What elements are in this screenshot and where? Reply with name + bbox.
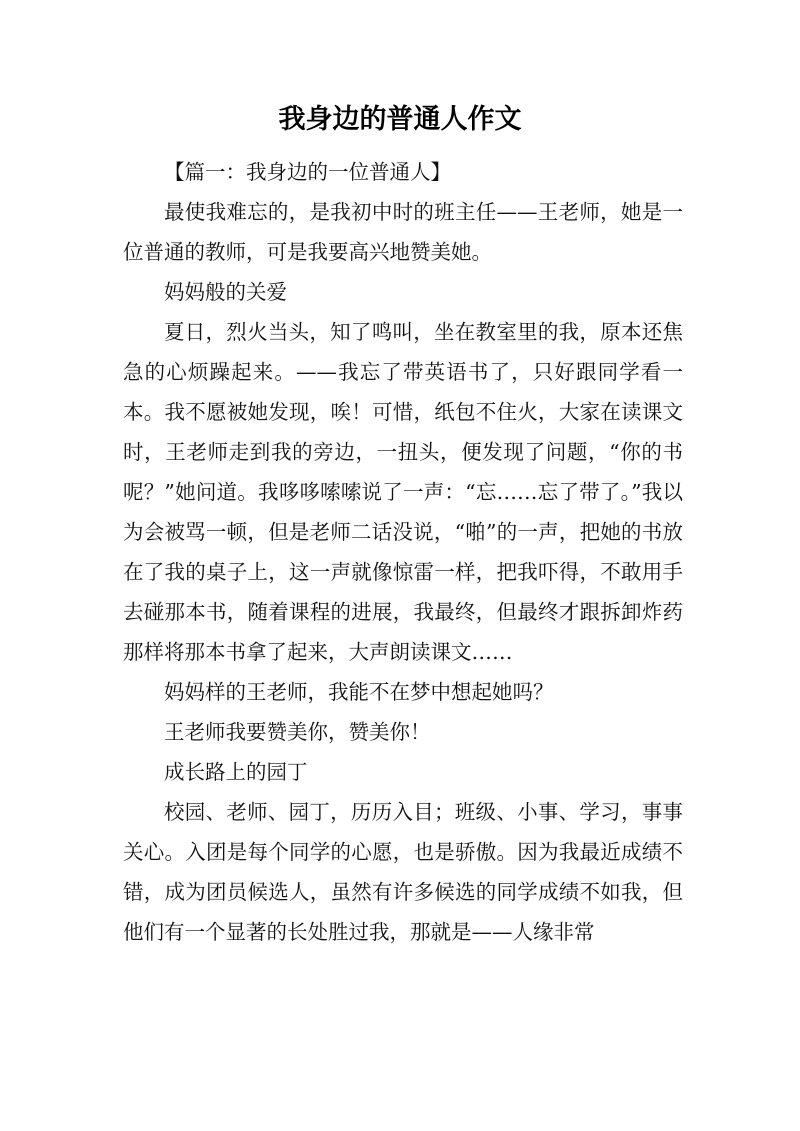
document-body [123,152,683,952]
paragraph: 夏日，烈火当头，知了鸣叫，坐在教室里的我，原本还焦急的心烦躁起来。——我忘了带英语书了，只好跟同学看一本。我不愿被她发现，唉！可惜，纸包不住火，大家在读课文时，王老师走到我的旁边，一扭头，便发现了问题，“你的书呢？”她问道。我哆哆嗦嗦说了一声：“忘……忘了带了。”我以为会被骂一顿，但是老师二话没说，“啪”的一声，把她的书放在了我的桌子上，这一声就像惊雷一样，把我吓得，不敢用手去碰那本书，随着课程的进展，我最终，但最终才跟拆卸炸药那样将那本书拿了起来，大声朗读课文…… [123,320,683,664]
paragraph: 妈妈样的王老师，我能不在梦中想起她吗？ [164,680,554,704]
paragraph: 校园、老师、园丁，历历入目；班级、小事、学习，事事关心。入团是每个同学的心愿，也是骄傲。因为我最近成绩不错，成为团员候选人，虽然有许多候选的同学成绩不如我，但他们有一个显著的长处胜过我，那就是——人缘非常 [123,800,683,944]
document-title: 我身边的普通人作文 [278,104,522,135]
paragraph: 王老师我要赞美你，赞美你！ [164,720,431,744]
subheading: 妈妈般的关爱 [164,280,287,304]
section-heading: 【篇一：我身边的一位普通人】 [164,160,451,184]
paragraph: 最使我难忘的，是我初中时的班主任——王老师，她是一位普通的教师，可是我要高兴地赞美她。 [123,200,683,264]
subheading: 成长路上的园丁 [164,760,308,784]
